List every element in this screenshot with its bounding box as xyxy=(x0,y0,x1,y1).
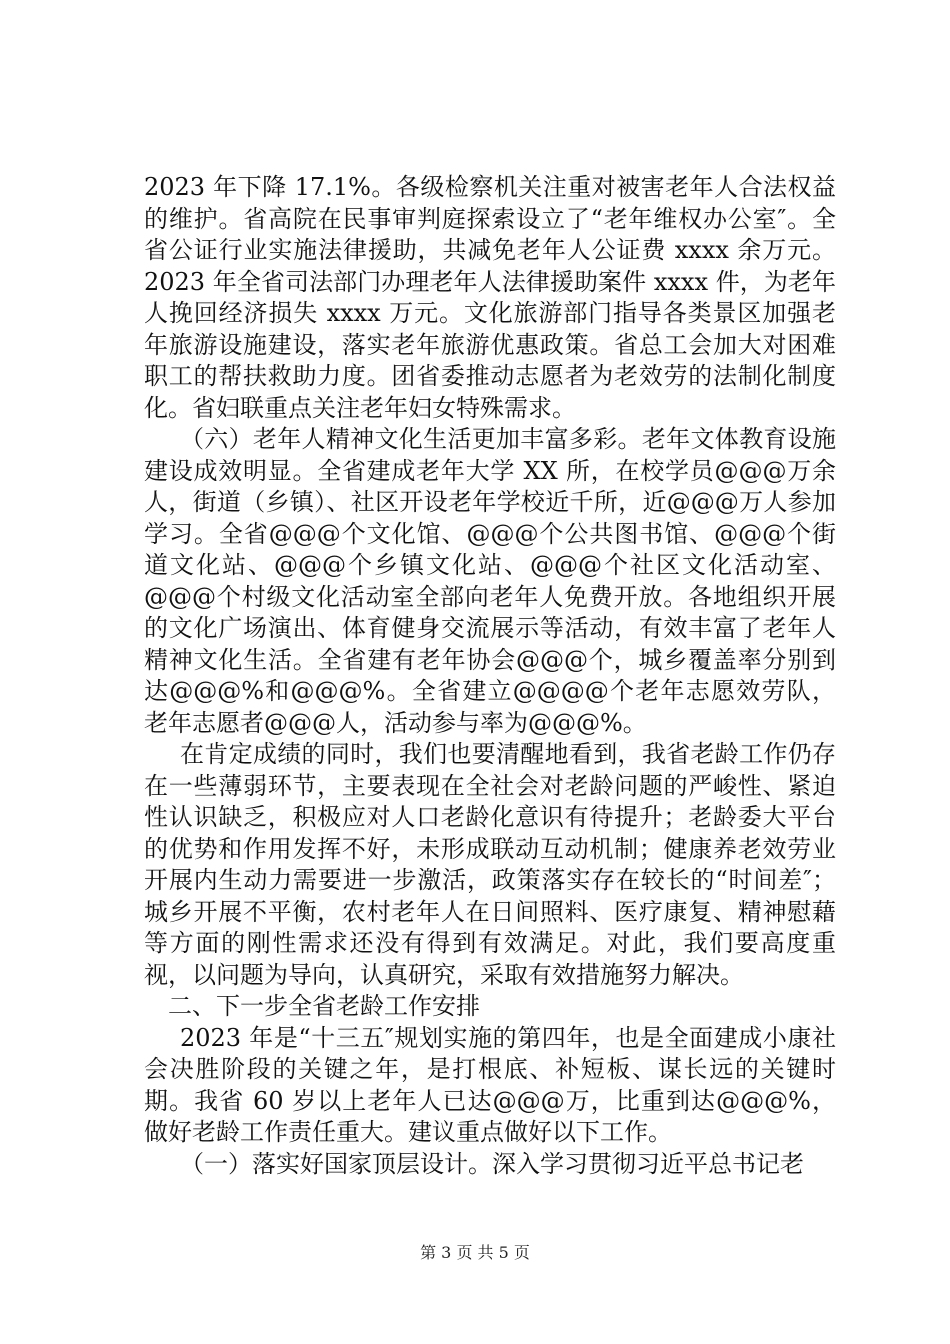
paragraph-legal-aid: 2023 年下降 17.1%。各级检察机关注重对被害老年人合法权益的维护。省高院在民事审判庭探索设立了“老年维权办公室″。全省公证行业实施法律援助，共减免老年人公证费 xxxx 余万元。2023 年全省司法部门办理老年人法律援助案件 xxxx 件，为老年人挽回经济损失 xxxx 万元。文化旅游部门指导各类景区加强老年旅游设施建设，落实老年旅游优惠政策。省总工会加大对困难职工的帮扶救助力度。团省委推动志愿者为老效劳的法制化制度化。省妇联重点关注老年妇女特殊需求。 xyxy=(144,173,836,422)
document-body xyxy=(144,172,836,1180)
paragraph-2023-plan: 2023 年是“十三五″规划实施的第四年，也是全面建成小康社会决胜阶段的关键之年，是打根底、补短板、谋长远的关键时期。我省 60 岁以上老年人已达@@@万，比重到达@@@%，做好老龄工作责任重大。建议重点做好以下工作。 xyxy=(144,1023,836,1146)
paragraph-culture-life: （六）老年人精神文化生活更加丰富多彩。老年文体教育设施建设成效明显。全省建成老年大学 XX 所，在校学员@@@万余人，街道（乡镇）、社区开设老年学校近千所，近@@@万人参加学习。全省@@@个文化馆、@@@个公共图书馆、@@@个街道文化站、@@@个乡镇文化站、@@@个社区文化活动室、@@@个村级文化活动室全部向老年人免费开放。各地组织开展的文化广场演出、体育健身交流展示等活动，有效丰富了老年人精神文化生活。全省建有老年协会@@@个，城乡覆盖率分别到达@@@%和@@@%。全省建立@@@@个老年志愿效劳队，老年志愿者@@@人，活动参与率为@@@%。 xyxy=(144,425,836,737)
page-number-footer: 第 3 页 共 5 页 xyxy=(420,1243,530,1262)
paragraph-top-level-design: （一）落实好国家顶层设计。深入学习贯彻习近平总书记老 xyxy=(180,1149,804,1178)
paragraph-weaknesses: 在肯定成绩的同时，我们也要清醒地看到，我省老龄工作仍存在一些薄弱环节，主要表现在全社会对老龄问题的严峻性、紧迫性认识缺乏，积极应对人口老龄化意识有待提升；老龄委大平台的优势和作用发挥不好，未形成联动互动机制；健康养老效劳业开展内生动力需要进一步激活，政策落实存在较长的“时间差″；城乡开展不平衡，农村老年人在日间照料、医疗康复、精神慰藉等方面的刚性需求还没有得到有效满足。对此，我们要高度重视，以问题为导向，认真研究，采取有效措施努力解决。 xyxy=(144,740,836,989)
section-heading-next-steps: 二、下一步全省老龄工作安排 xyxy=(168,992,480,1020)
